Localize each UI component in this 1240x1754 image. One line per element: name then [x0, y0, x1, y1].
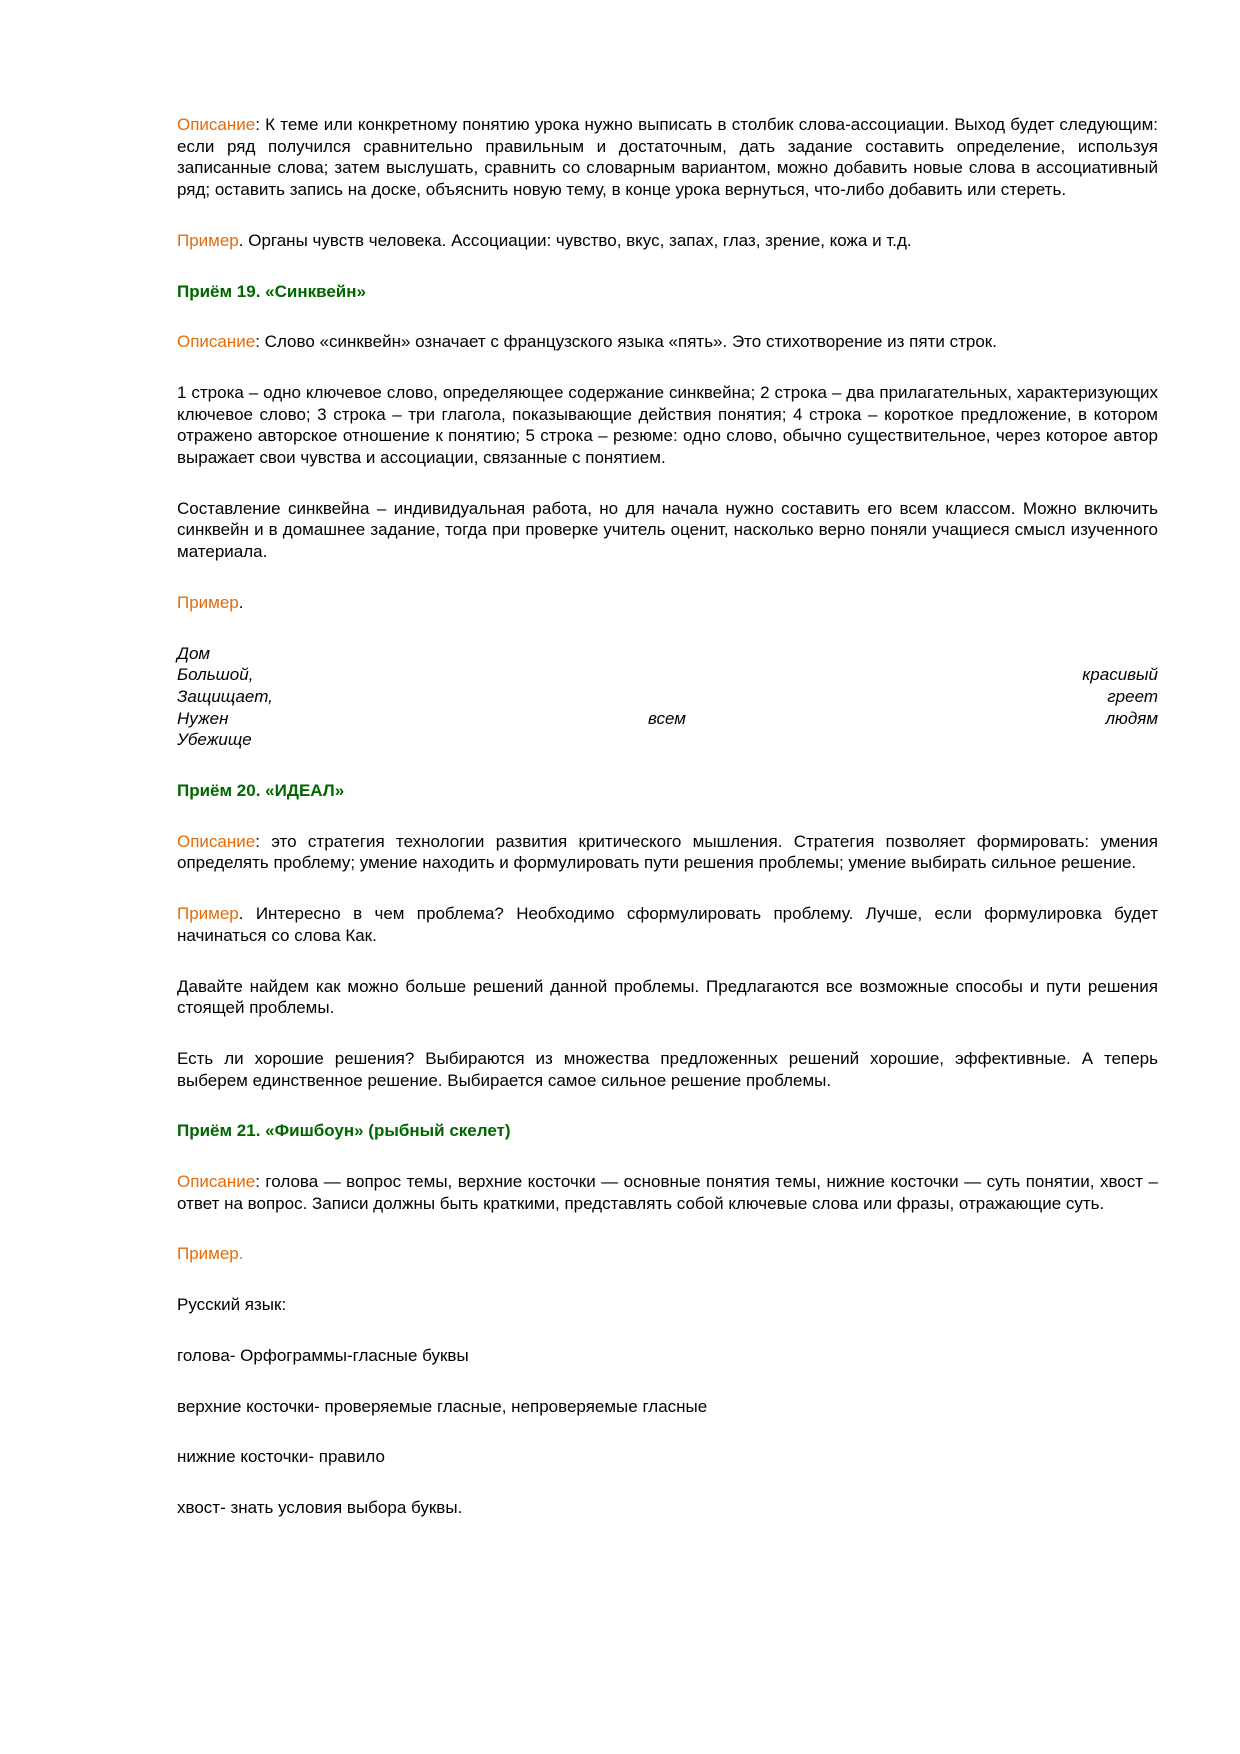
poem-line-4 [177, 708, 1158, 730]
poem-line-3 [177, 686, 1158, 708]
paragraph-fishbone-head: голова- Орфограммы-гласные буквы [177, 1345, 469, 1365]
poem-word: Нужен [177, 708, 229, 728]
paragraph-fishbone-description [177, 1171, 1158, 1214]
description-label: Описание [177, 831, 256, 851]
heading-technique-21: Приём 21. «Фишбоун» (рыбный скелет) [177, 1121, 511, 1141]
poem-word: Защищает, [177, 686, 273, 706]
poem-line-1 [177, 643, 1158, 665]
paragraph-cinquain-example [177, 592, 1158, 614]
poem-line-2 [177, 664, 1158, 686]
paragraph-text: : Слово «синквейн» означает с французского языка «пять». Это стихотворение из пяти строк. [255, 332, 997, 352]
poem-word: людям [1105, 708, 1158, 728]
heading-technique-20: Приём 20. «ИДЕАЛ» [177, 780, 345, 800]
paragraph-text: : это стратегия технологии развития критического мышления. Стратегия позволяет формировать: умения определять проблему; умение находить и формулировать пути решения проблемы; умение выбирать сильное решение. [177, 831, 1158, 873]
document-page [177, 114, 1158, 1548]
paragraph-subject: Русский язык: [177, 1295, 287, 1315]
description-label: Описание [177, 1172, 256, 1192]
paragraph-fishbone-example-label: Пример. [177, 1244, 244, 1264]
paragraph-text: . Органы чувств человека. Ассоциации: чувство, вкус, запах, глаз, зрение, кожа и т.д. [238, 230, 912, 250]
paragraph-ideal-best-solution: Есть ли хорошие решения? Выбираются из множества предложенных решений хорошие, эффективные. А теперь выберем единственное решение. Выбирается самое сильное решение проблемы. [177, 1048, 1158, 1090]
paragraph-text: . [238, 592, 244, 612]
paragraph-fishbone-upper-bones: верхние косточки- проверяемые гласные, непроверяемые гласные [177, 1396, 708, 1416]
poem-word: Дом [177, 643, 211, 663]
paragraph-cinquain-description [177, 331, 1158, 353]
description-label: Описание [177, 115, 256, 134]
example-label: Пример [177, 904, 239, 924]
heading-technique-19: Приём 19. «Синквейн» [177, 281, 366, 301]
paragraph-associations-description [177, 114, 1158, 201]
paragraph-cinquain-lines: 1 строка – одно ключевое слово, определяющее содержание синквейна; 2 строка – два прилагательных, характеризующих ключевое слово; 3 строка – три глагола, показывающие действия понятия; 4 строка – короткое предложение, в котором отражено авторское отношение к понятию; 5 строка – резюме: одно слово, обычно существительное, через которое автор выражает свои чувства и ассоциации, связанные с понятием. [177, 382, 1158, 468]
paragraph-associations-example [177, 230, 1158, 252]
paragraph-ideal-example [177, 903, 1158, 946]
example-label: Пример [177, 230, 239, 250]
paragraph-text: . Интересно в чем проблема? Необходимо сформулировать проблему. Лучше, если формулировка будет начинаться со слова Как. [177, 904, 1158, 945]
poem-word: Большой, [177, 665, 254, 685]
paragraph-ideal-solutions: Давайте найдем как можно больше решений данной проблемы. Предлагаются все возможные способы и пути решения стоящей проблемы. [177, 976, 1158, 1018]
example-label: Пример [177, 592, 239, 612]
paragraph-fishbone-tail: хвост- знать условия выбора буквы. [177, 1497, 463, 1517]
paragraph-text: : К теме или конкретному понятию урока нужно выписать в столбик слова-ассоциации. Выход будет следующим: если ряд получился сравнительно правильным и достаточным, дать задание составить определение, используя записанные слова; затем выслушать, сравнить со словарным вариантом, можно добавить новые слова в ассоциативный ряд; оставить запись на доске, объяснить новую тему, в конце урока вернуться, что-либо добавить или стереть. [177, 115, 1158, 200]
paragraph-fishbone-lower-bones: нижние косточки- правило [177, 1447, 385, 1467]
description-label: Описание [177, 332, 256, 352]
paragraph-cinquain-composition: Составление синквейна – индивидуальная работа, но для начала нужно составить его всем классом. Можно включить синквейн и в домашнее задание, тогда при проверке учитель оценит, насколько верно поняли учащиеся смысл изученного материала. [177, 498, 1158, 562]
paragraph-text: : голова — вопрос темы, верхние косточки — основные понятия темы, нижние косточки — суть понятии, хвост – ответ на вопрос. Записи должны быть краткими, представлять собой ключевые слова или фразы, отражающие суть. [177, 1172, 1158, 1213]
cinquain-poem [177, 643, 1158, 751]
poem-word: Убежище [177, 730, 252, 750]
paragraph-ideal-description [177, 831, 1158, 874]
poem-word: красивый [1082, 665, 1158, 685]
poem-word: всем [648, 708, 686, 728]
poem-word: греет [1107, 686, 1158, 706]
poem-line-5 [177, 729, 1158, 751]
